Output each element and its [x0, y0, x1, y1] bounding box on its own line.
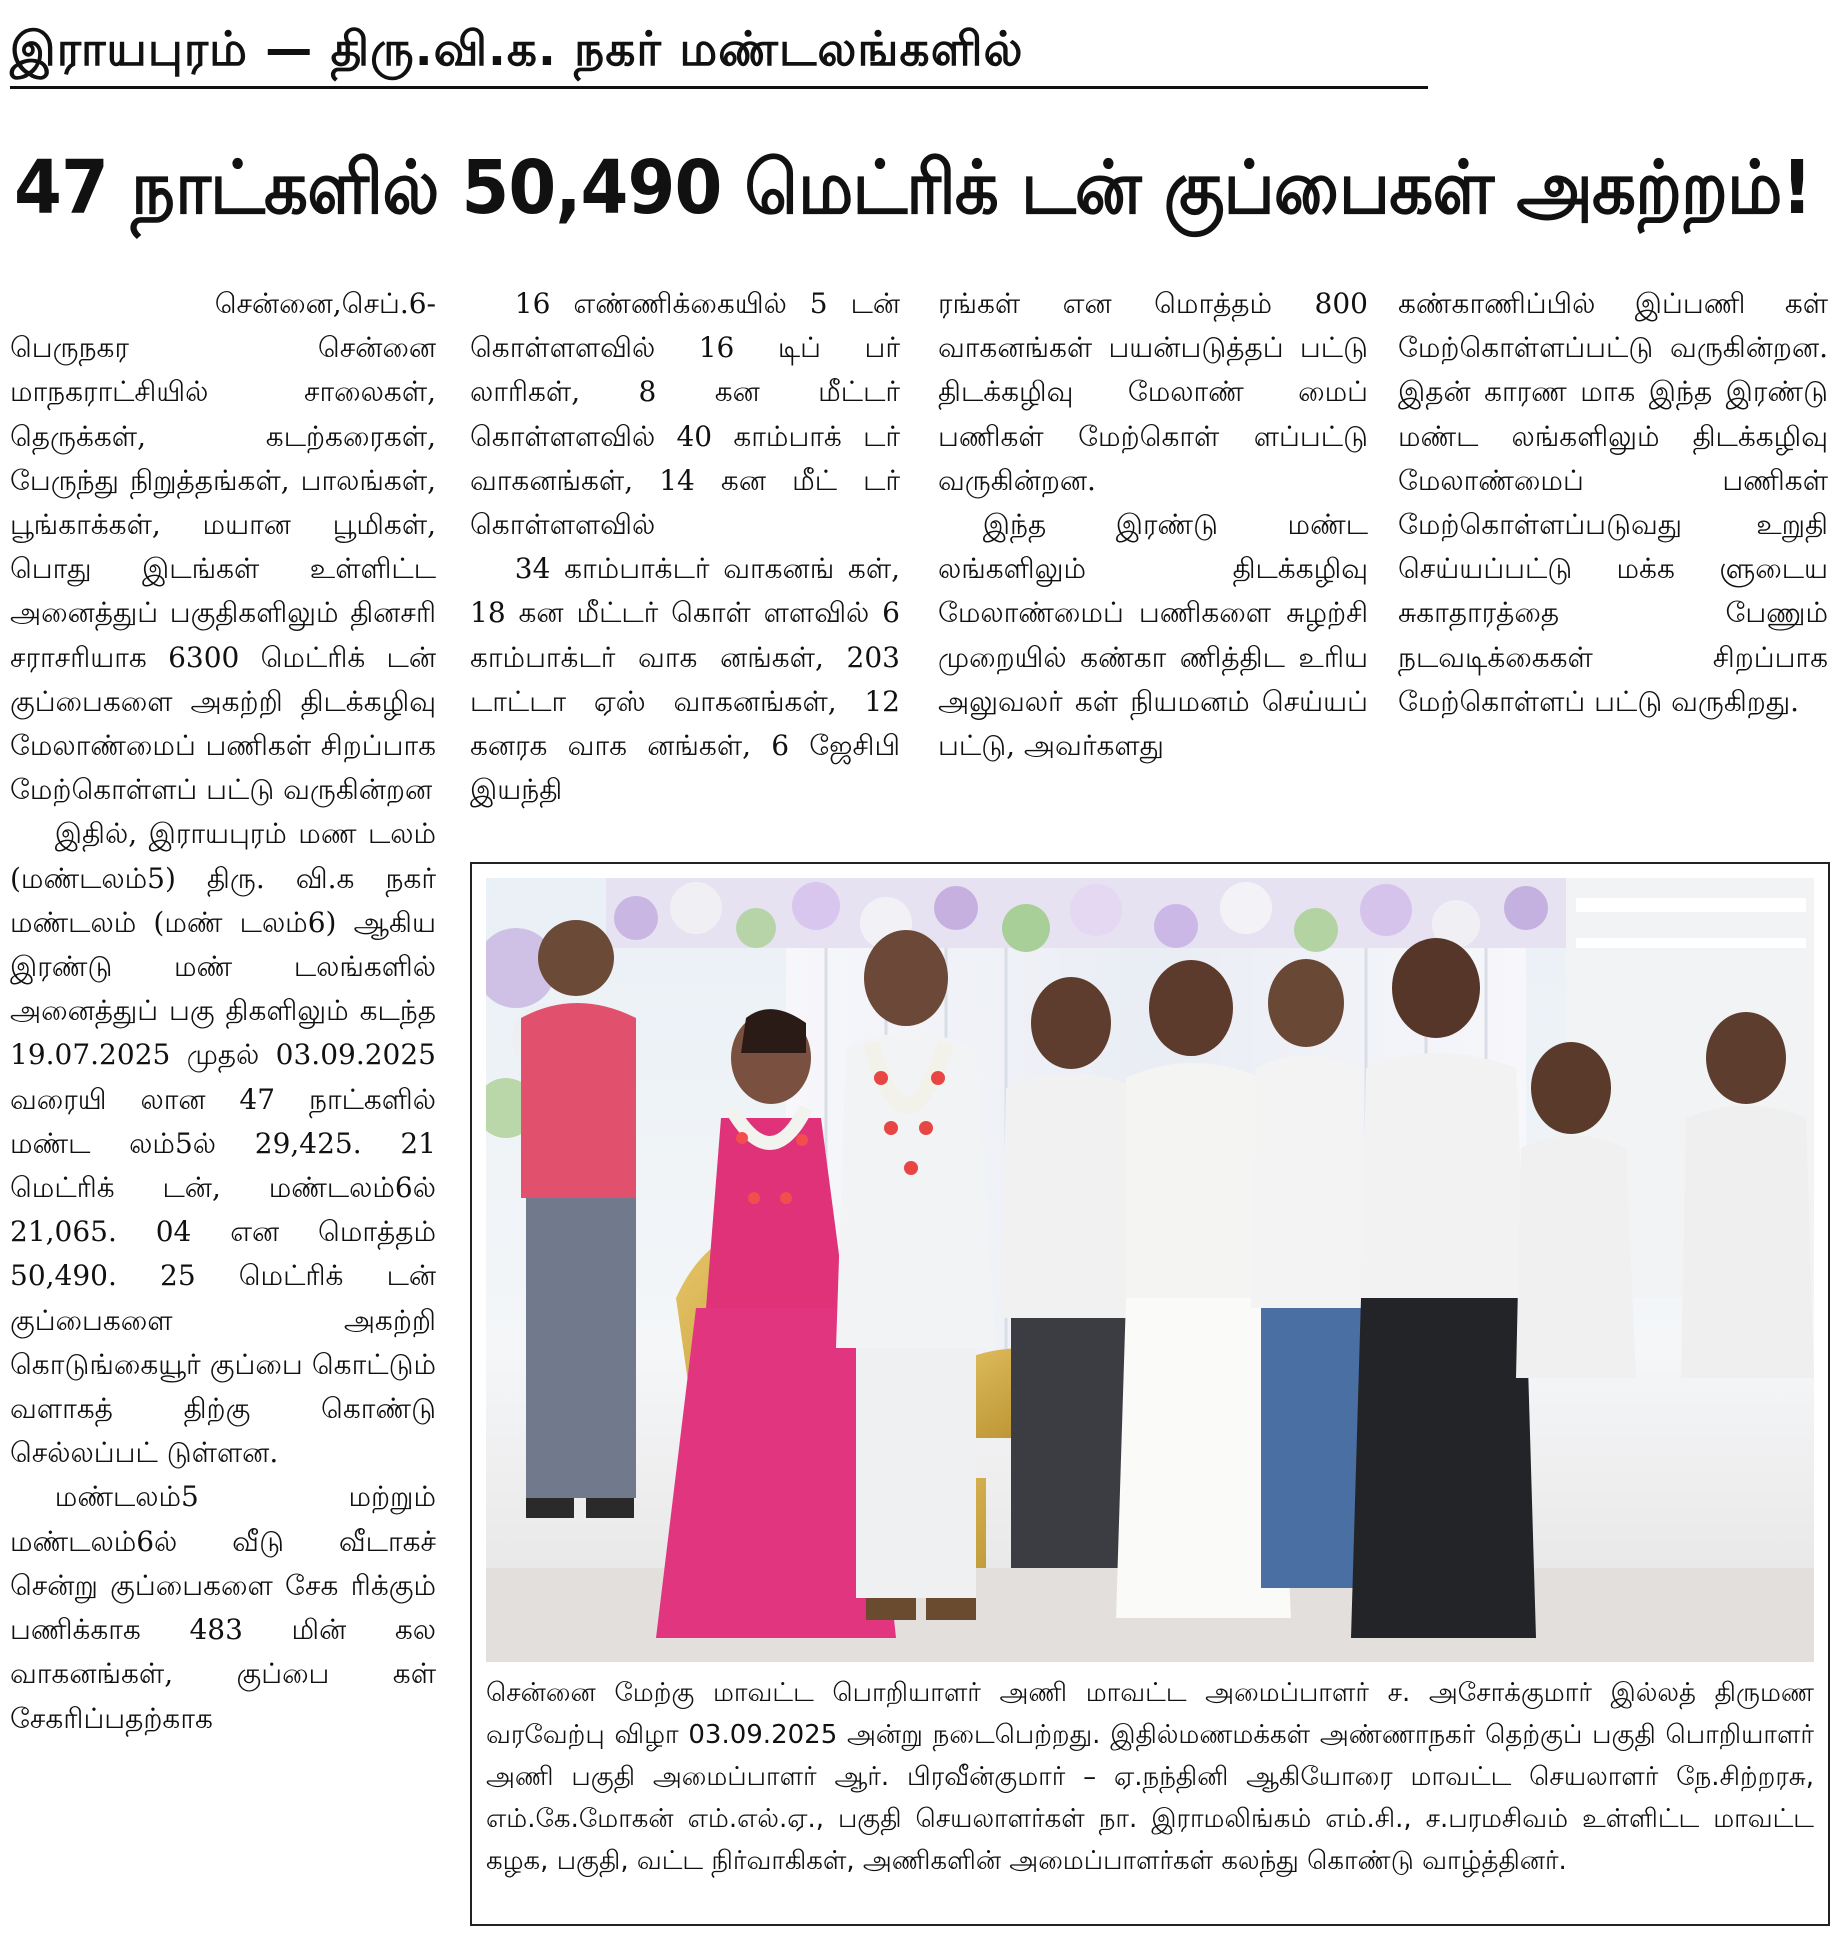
kicker-underline: [10, 86, 1428, 89]
paragraph: 16 எண்ணிக்கையில் 5 டன் கொள்ளளவில் 16 டிப் பர் லாரிகள், 8 கன மீட்டர் கொள்ளளவில் 40 காம்பாக் டர் வாகனங்கள், 14 கன மீட் டர் கொள்ளளவில்: [470, 287, 900, 542]
article-headline: 47 நாட்களில் 50,490 மெட்ரிக் டன் குப்பைகள் அகற்றம்!: [14, 145, 1812, 231]
wedding-reception-photo: [486, 878, 1814, 1662]
dateline: சென்னை,செப்.6-: [214, 287, 436, 320]
paragraph: 34 காம்பாக்டர் வாகனங் கள், 18 கன மீட்டர் கொள் ளளவில் 6 காம்பாக்டர் வாக னங்கள், 203 டாட்டா ஏஸ் வாகனங்கள், 12 கனரக வாக னங்கள், 6 ஜேசிபி இயந்தி: [470, 552, 900, 807]
paragraph: இந்த இரண்டு மண்ட லங்களிலும் திடக்கழிவு மேலாண்மைப் பணிகளை சுழற்சி முறையில் கண்கா ணித்திட உரிய அலுவலர் கள் நியமனம் செய்யப் பட்டு, அவர்களது: [938, 508, 1368, 763]
article-kicker: இராயபுரம் — திரு.வி.க. நகர் மண்டலங்களில்: [10, 22, 1024, 77]
article-column-3: [938, 282, 1368, 802]
paragraph: இதில், இராயபுரம் மண டலம் (மண்டலம்5) திரு. வி.க நகர் மண்டலம் (மண் டலம்6) ஆகிய இரண்டு மண் டலங்களில் அனைத்துப் பகு திகளிலும் கடந்த 19.07.2025 முதல் 03.09.2025 வரையி லான 47 நாட்களில் மண்ட லம்5ல் 29,425. 21 மெட்ரிக் டன், மண்டலம்6ல் 21,065. 04 என மொத்தம் 50,490. 25 மெட்ரிக் டன் குப்பைகளை அகற்றி கொடுங்கையூர் குப்பை கொட்டும் வளாகத் திற்கு கொண்டு செல்லப்பட் டுள்ளன.: [10, 817, 436, 1470]
paragraph: கண்காணிப்பில் இப்பணி கள் மேற்கொள்ளப்பட்டு வருகின்றன. இதன் காரண மாக இந்த இரண்டு மண்ட லங்களிலும் திடக்கழிவு மேலாண்மைப் பணிகள் மேற்கொள்ளப்படுவது உறுதி செய்யப்பட்டு மக்க ளுடைய சுகாதாரத்தை பேணும் நடவடிக்கைகள் சிறப்பாக மேற்கொள்ளப் பட்டு வருகிறது.: [1398, 287, 1828, 718]
paragraph: பெருநகர சென்னை மாநகராட்சியில் சாலைகள், தெருக்கள், கடற்கரைகள், பேருந்து நிறுத்தங்கள், பாலங்கள், பூங்காக்கள், மயான பூமிகள், பொது இடங்கள் உள்ளிட்ட அனைத்துப் பகுதிகளிலும் தினசரி சராசரியாக 6300 மெட்ரிக் டன் குப்பைகளை அகற்றி திடக்கழிவு மேலாண்மைப் பணிகள் சிறப்பாக மேற்கொள்ளப் பட்டு வருகின்றன: [10, 331, 436, 807]
photo-caption: சென்னை மேற்கு மாவட்ட பொறியாளர் அணி மாவட்ட அமைப்பாளர் ச. அசோக்குமார் இல்லத் திருமண வரவேற்பு விழா 03.09.2025 அன்று நடைபெற்றது. இதில்மணமக்கள் அண்ணாநகர் தெற்குப் பகுதி பொறியாளர் அணி பகுதி அமைப்பாளர் ஆர். பிரவீன்குமார் – ஏ.நந்தினி ஆகியோரை மாவட்ட செயலாளர் நே.சிற்றரசு, எம்.கே.மோகன் எம்.எல்.ஏ., பகுதி செயலாளர்கள் நா. இராமலிங்கம் எம்.சி., ச.பரமசிவம் உள்ளிட்ட மாவட்ட கழக, பகுதி, வட்ட நிர்வாகிகள், அணிகளின் அமைப்பாளர்கள் கலந்து கொண்டு வாழ்த்தினர்.: [486, 1678, 1815, 1876]
paragraph: மண்டலம்5 மற்றும் மண்டலம்6ல் வீடு வீடாகச் சென்று குப்பைகளை சேக ரிக்கும் பணிக்காக 483 மின் கல வாகனங்கள், குப்பை கள் சேகரிப்பதற்காக: [10, 1480, 436, 1735]
article-column-4: [1398, 282, 1828, 802]
paragraph: ரங்கள் என மொத்தம் 800 வாகனங்கள் பயன்படுத்தப் பட்டு திடக்கழிவு மேலாண் மைப் பணிகள் மேற்கொள் ளப்பட்டு வருகின்றன.: [938, 287, 1368, 497]
article-column-1: [10, 282, 436, 1912]
article-column-2: [470, 282, 900, 807]
